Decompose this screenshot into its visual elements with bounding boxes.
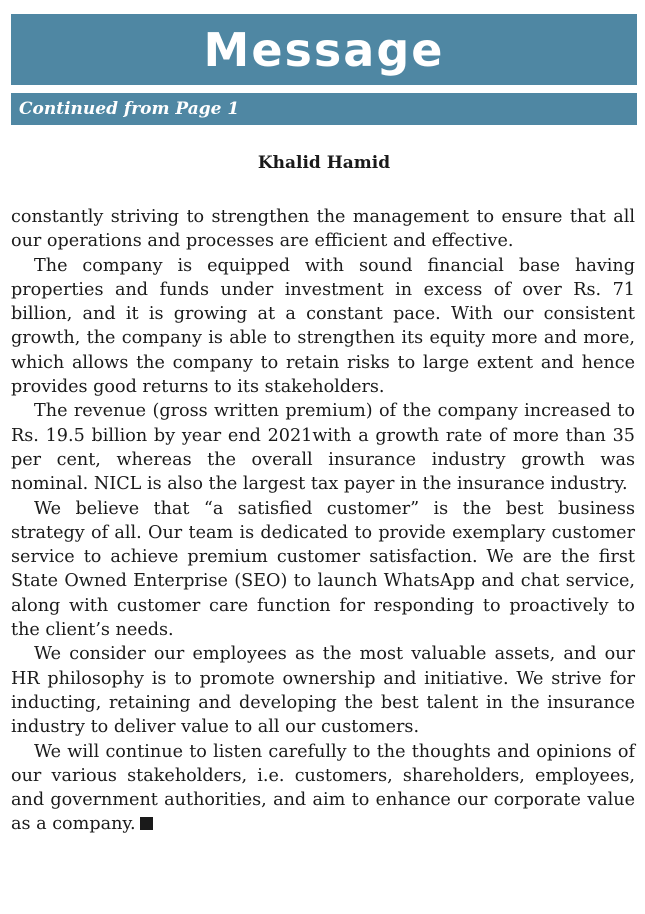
article-body [11,205,635,837]
paragraph-6 [11,740,635,837]
author-name: Khalid Hamid [257,153,391,173]
paragraph-5: We consider our employees as the most valuable assets, and our HR philosophy is to promote ownership and initiative. We strive for inducting, retaining and developing the best talent in the insurance industry to deliver value to all our customers. [11,644,635,738]
section-title: Message [203,22,445,77]
end-of-article-mark [140,817,153,830]
paragraph-3: The revenue (gross written premium) of the company increased to Rs. 19.5 billion by year end 2021with a growth rate of more than 35 per cent, whereas the overall insurance industry growth was nominal. NICL is also the largest tax payer in the insurance industry. [11,401,635,495]
continued-bar [11,93,637,125]
paragraph-4: We believe that “a satisfied customer” is the best business strategy of all. Our team is dedicated to provide exemplary customer service to achieve premium customer satisfaction. We are the first State Owned Enterprise (SEO) to launch WhatsApp and chat service, along with customer care function for responding to proactively to the client’s needs. [11,498,635,641]
continued-label: Continued from Page 1 [19,99,240,119]
paragraph-1: constantly striving to strengthen the management to ensure that all our operations and processes are efficient and effective. [11,207,635,252]
section-banner [11,14,637,85]
paragraph-6-text: We will continue to listen carefully to the thoughts and opinions of our various stakeholders, i.e. customers, shareholders, employees, and government authorities, and aim to enhance our corporate value as a company. [11,741,635,835]
paragraph-2: The company is equipped with sound financial base having properties and funds under investment in excess of over Rs. 71 billion, and it is growing at a constant pace. With our consistent growth, the company is able to strengthen its equity more and more, which allows the company to retain risks to large extent and hence provides good returns to its stakeholders. [11,255,635,398]
